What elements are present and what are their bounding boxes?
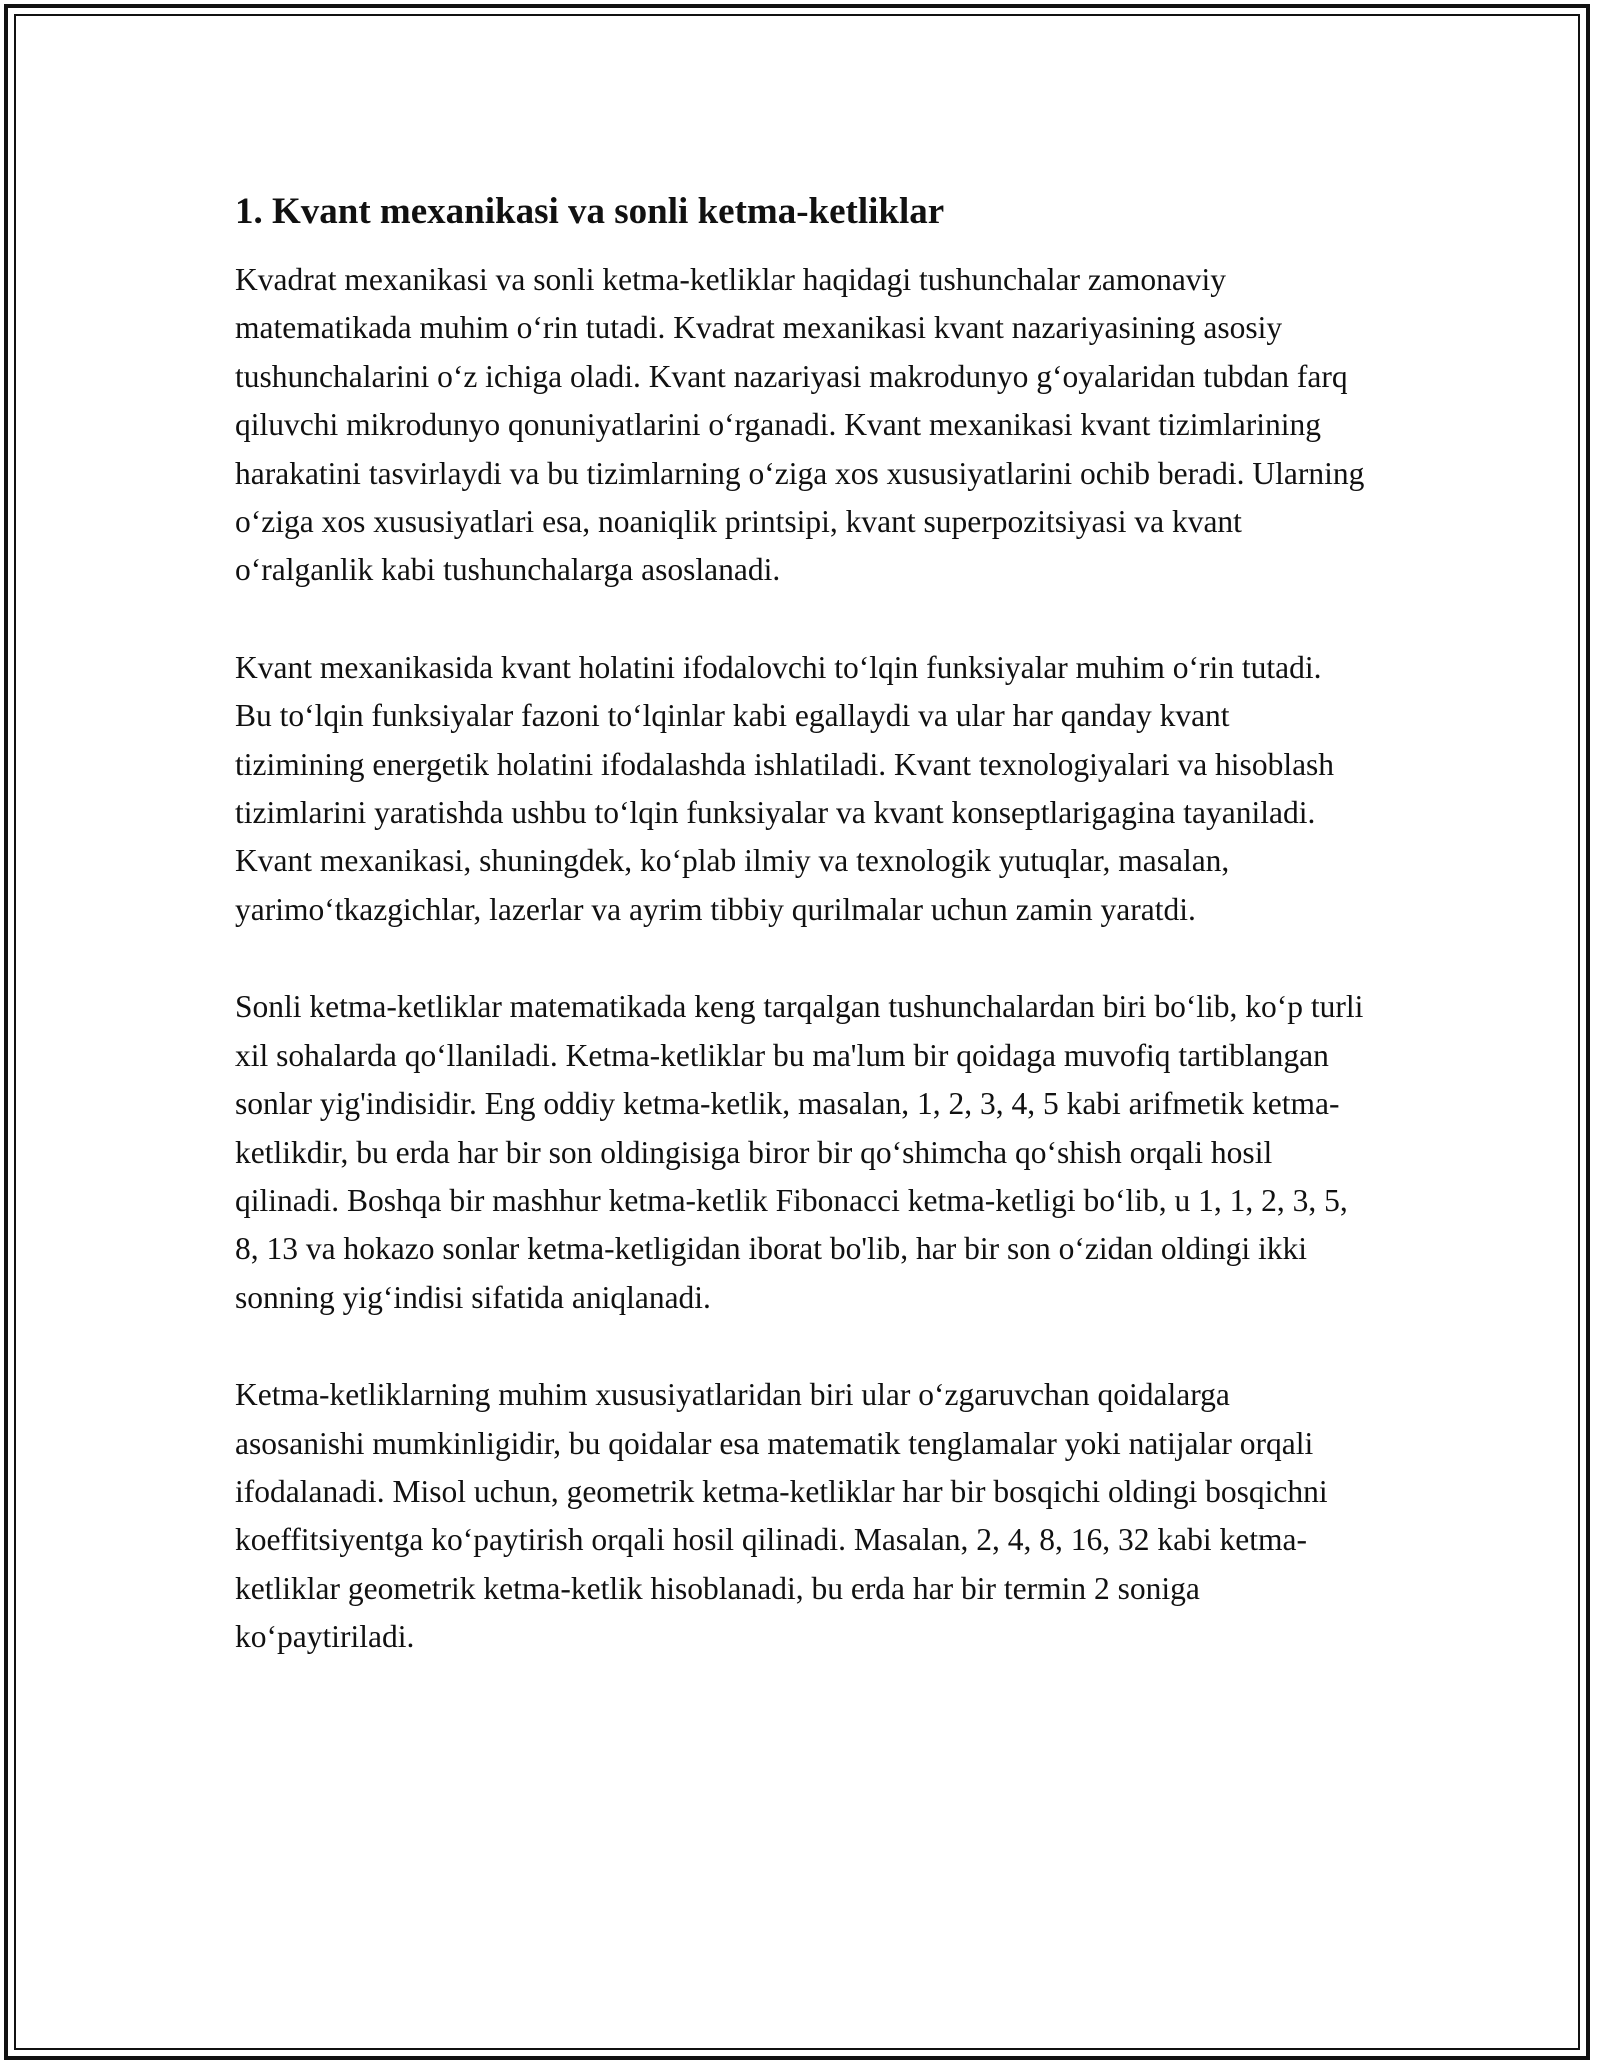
document-body xyxy=(235,188,1365,1711)
paragraph-3: Sonli ketma-ketliklar matematikada keng tarqalgan tushunchalardan biri boʻlib, koʻp turli xil sohalarda qoʻllaniladi. Ketma-ketliklar bu ma'lum bir qoidaga muvofiq tartiblangan sonlar yig'indisidir. Eng oddiy ketma-ketlik, masalan, 1, 2, 3, 4, 5 kabi arifmetik ketma-ketlikdir, bu erda har bir son oldingisiga biror bir qoʻshimcha qoʻshish orqali hosil qilinadi. Boshqa bir mashhur ketma-ketlik Fibonacci ketma-ketligi boʻlib, u 1, 1, 2, 3, 5, 8, 13 va hokazo sonlar ketma-ketligidan iborat bo'lib, har bir son oʻzidan oldingi ikki sonning yigʻindisi sifatida aniqlanadi. xyxy=(235,989,1364,1315)
paragraph-2: Kvant mexanikasida kvant holatini ifodalovchi toʻlqin funksiyalar muhim oʻrin tutadi. Bu toʻlqin funksiyalar fazoni toʻlqinlar kabi egallaydi va ular har qanday kvant tizimining energetik holatini ifodalashda ishlatiladi. Kvant texnologiyalari va hisoblash tizimlarini yaratishda ushbu toʻlqin funksiyalar va kvant konseptlarigagina tayaniladi. Kvant mexanikasi, shuningdek, koʻplab ilmiy va texnologik yutuqlar, masalan, yarimoʻtkazgichlar, lazerlar va ayrim tibbiy qurilmalar uchun zamin yaratdi. xyxy=(235,649,1335,927)
section-heading: 1. Kvant mexanikasi va sonli ketma-ketliklar xyxy=(235,191,945,232)
paragraph-4: Ketma-ketliklarning muhim xususiyatlaridan biri ular oʻzgaruvchan qoidalarga asosanishi mumkinligidir, bu qoidalar esa matematik tenglamalar yoki natijalar orqali ifodalanadi. Misol uchun, geometrik ketma-ketliklar har bir bosqichi oldingi bosqichni koeffitsiyentga koʻpaytirish orqali hosil qilinadi. Masalan, 2, 4, 8, 16, 32 kabi ketma-ketliklar geometrik ketma-ketlik hisoblanadi, bu erda har bir termin 2 soniga koʻpaytiriladi. xyxy=(235,1377,1328,1655)
paragraph-1: Kvadrat mexanikasi va sonli ketma-ketliklar haqidagi tushunchalar zamonaviy matematikada muhim oʻrin tutadi. Kvadrat mexanikasi kvant nazariyasining asosiy tushunchalarini oʻz ichiga oladi. Kvant nazariyasi makrodunyo gʻoyalaridan tubdan farq qiluvchi mikrodunyo qonuniyatlarini oʻrganadi. Kvant mexanikasi kvant tizimlarining harakatini tasvirlaydi va bu tizimlarning oʻziga xos xususiyatlarini ochib beradi. Ularning oʻziga xos xususiyatlari esa, noaniqlik printsipi, kvant superpozitsiyasi va kvant oʻralganlik kabi tushunchalarga asoslanadi. xyxy=(235,262,1365,588)
